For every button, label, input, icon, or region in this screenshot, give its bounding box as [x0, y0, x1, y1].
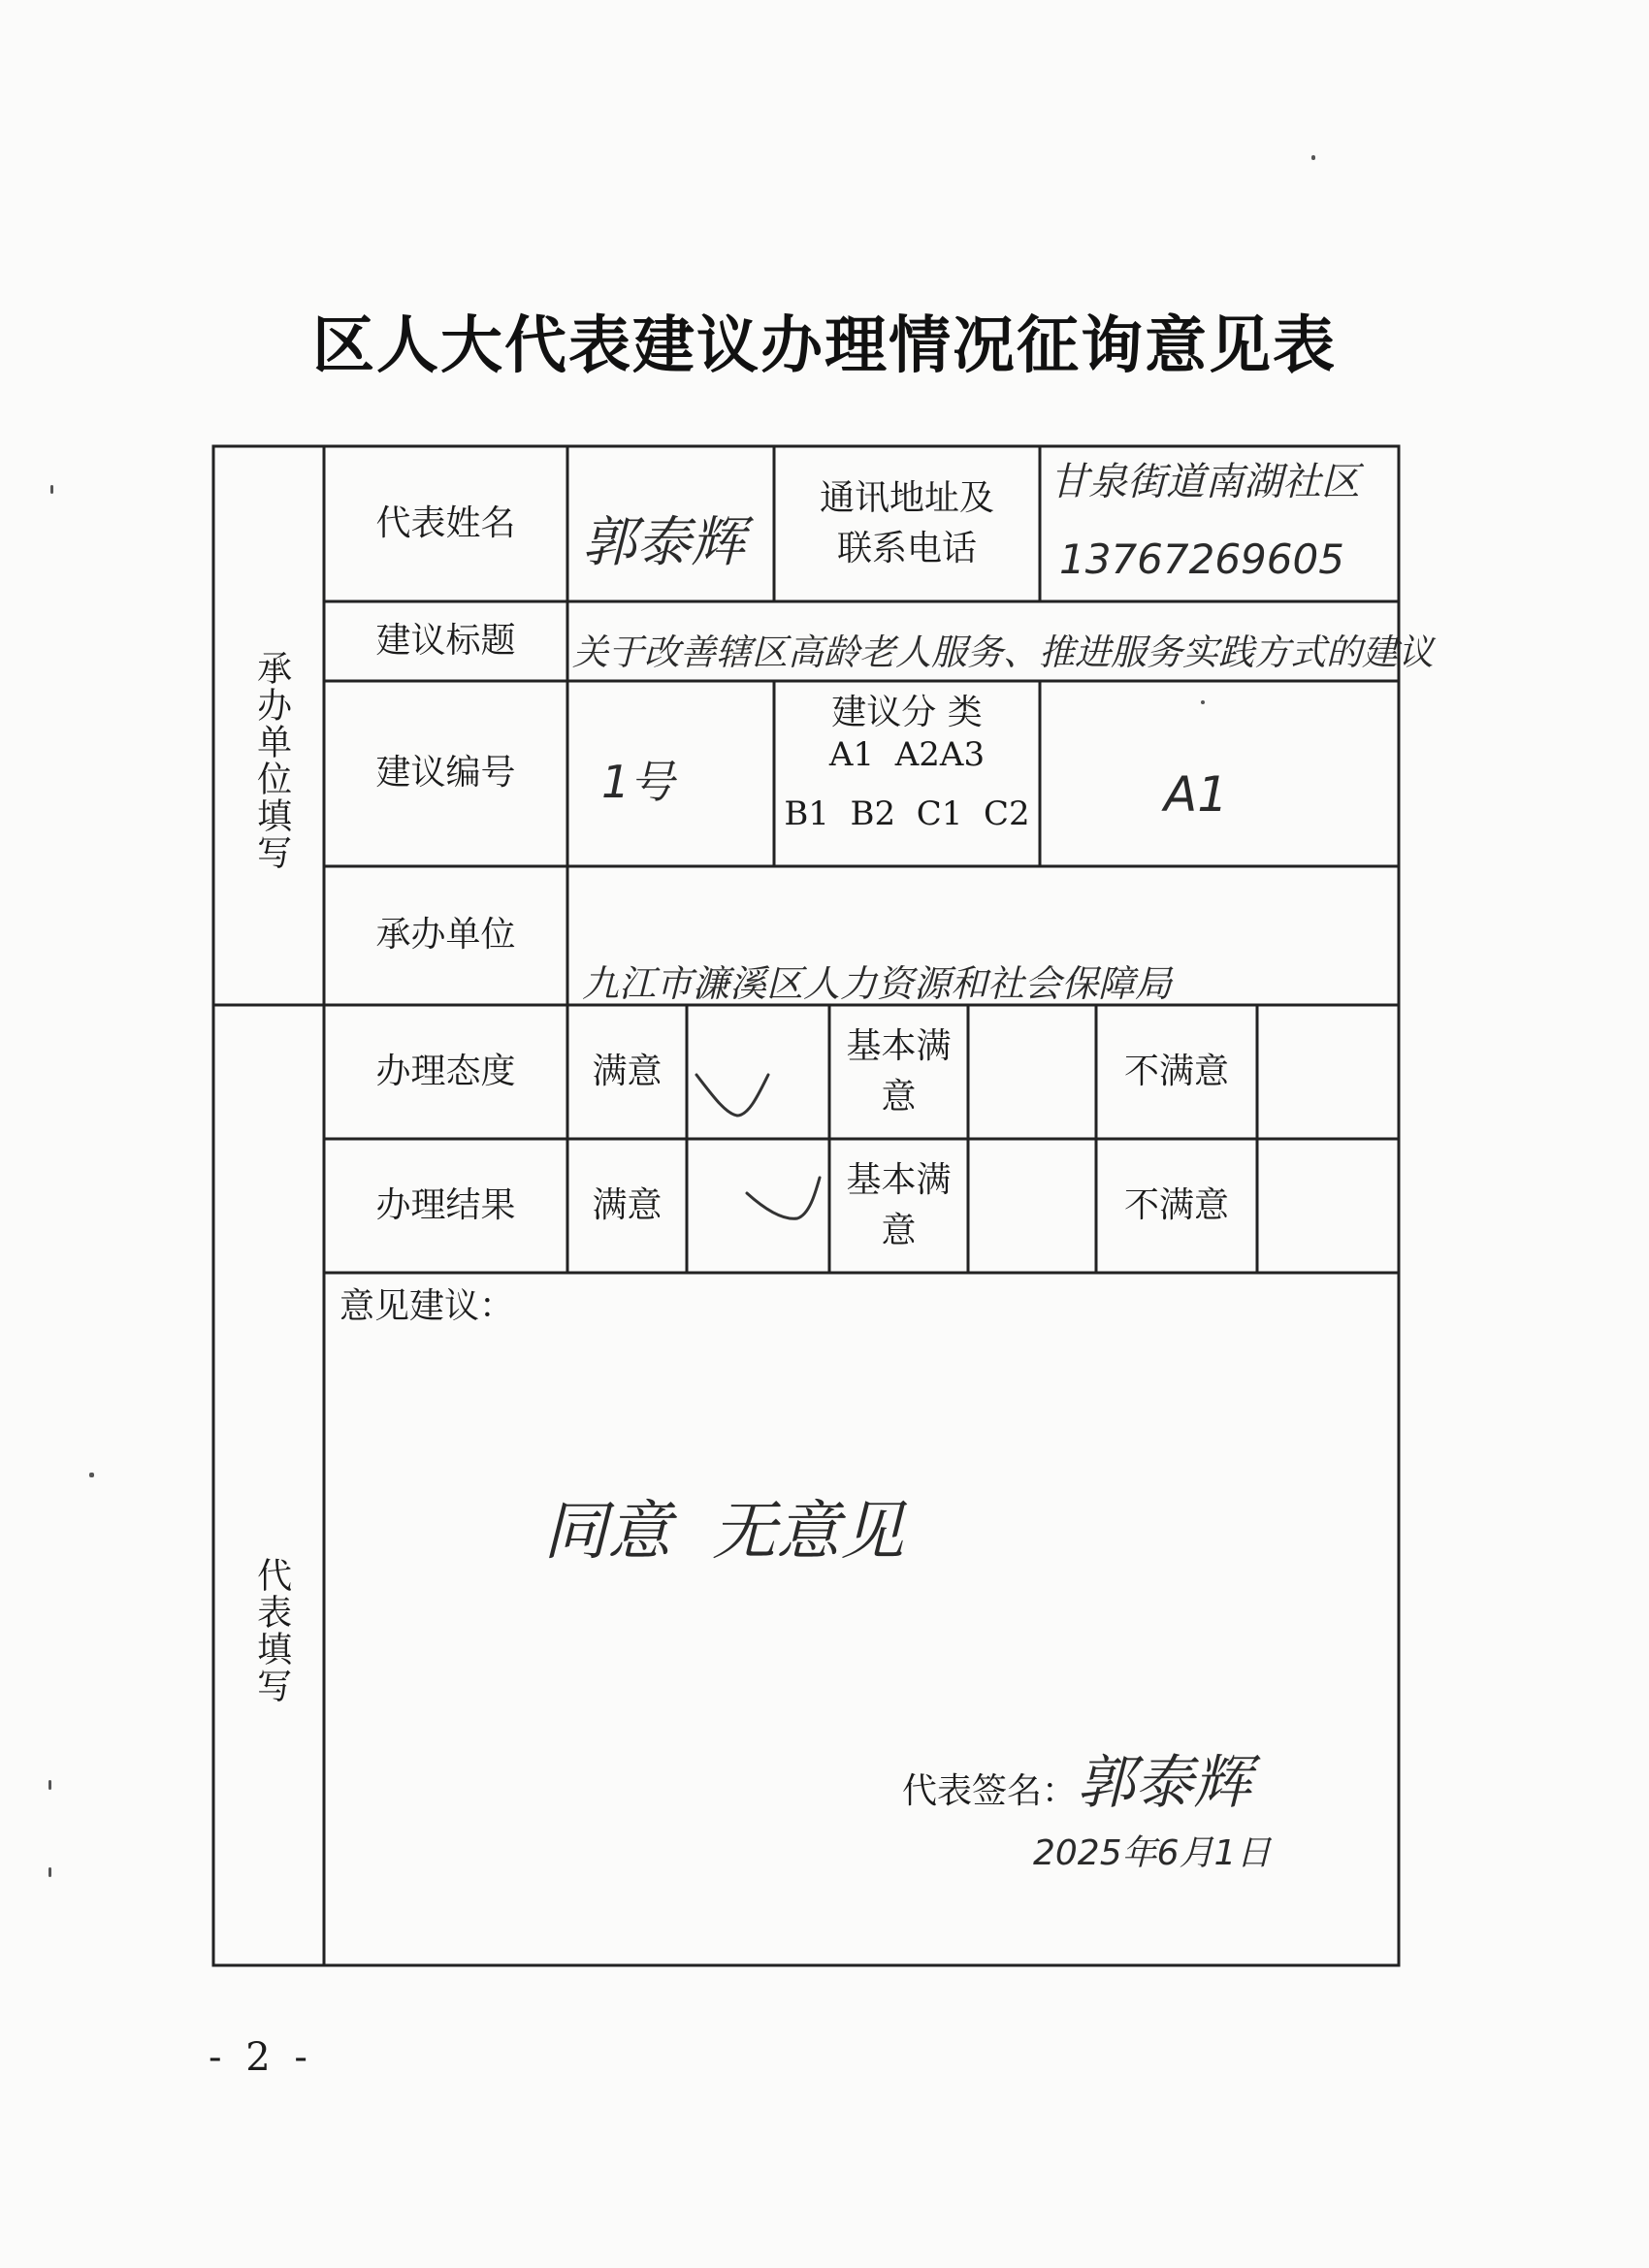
contact-label: [774, 446, 1040, 601]
category-label: [774, 691, 1040, 860]
result-basic-label: [829, 1139, 968, 1273]
contact-address: 甘泉街道南湖社区: [1050, 460, 1360, 504]
scan-speck: [89, 1473, 94, 1477]
attitude-basic-line2: 意: [881, 1077, 917, 1117]
signature-date: 2025年6月1日: [1033, 1833, 1272, 1873]
opinion-content: 同意 无意见: [543, 1494, 904, 1569]
attitude-satisfied-label: 满意: [592, 1051, 663, 1091]
page-title: 区人大代表建议办理情况征询意见表: [312, 310, 1337, 382]
attitude-unsatisfied-label: 不满意: [1123, 1051, 1229, 1091]
representative-section-text: 代表填写: [251, 1557, 292, 1704]
representative-signature: 郭泰辉: [1077, 1749, 1251, 1817]
undertaker-label: 承办单位: [375, 915, 516, 956]
scan-speck: [48, 1780, 51, 1790]
suggestion-title-label: 建议标题: [375, 620, 516, 661]
result-basic-line2: 意: [881, 1211, 917, 1250]
attitude-basic-line1: 基本满: [846, 1025, 952, 1066]
category-label-text: 建议分 类: [831, 693, 983, 732]
scan-speck: [1201, 700, 1205, 704]
category-options-line1: A1 A2A3: [828, 735, 986, 774]
contact-label-line2: 联系电话: [836, 529, 977, 568]
opinion-label: 意见建议：: [340, 1286, 515, 1326]
attitude-satisfied-check: [696, 1075, 768, 1116]
category-options-line2: B1 B2 C1 C2: [784, 794, 1030, 833]
result-basic-line1: 基本满: [846, 1159, 952, 1200]
result-satisfied-check: [747, 1178, 820, 1218]
result-unsatisfied-label: 不满意: [1123, 1184, 1229, 1225]
result-label: 办理结果: [375, 1184, 516, 1225]
suggestion-number-label: 建议编号: [375, 753, 516, 794]
category-value: A1: [1164, 766, 1229, 823]
attitude-basic-label: [829, 1005, 968, 1139]
contact-phone: 13767269605: [1059, 535, 1344, 583]
result-satisfied-label: 满意: [592, 1184, 663, 1225]
scan-speck: [1311, 155, 1315, 160]
undertaker-section-text: 承办单位填写: [251, 650, 292, 871]
page-number: - 2 -: [209, 2035, 313, 2080]
rep-name-value: 郭泰辉: [582, 511, 745, 574]
scan-speck: [48, 1867, 51, 1877]
signature-label: 代表签名：: [902, 1771, 1078, 1811]
suggestion-number-value: 1号: [601, 756, 675, 808]
scan-speck: [50, 485, 53, 494]
undertaker-value: 九江市濂溪区人力资源和社会保障局: [582, 962, 1173, 1005]
suggestion-title-value: 关于改善辖区高龄老人服务、推进服务实践方式的建议: [572, 632, 1434, 673]
representative-section-label: [247, 1557, 295, 1704]
attitude-label: 办理态度: [375, 1051, 516, 1091]
rep-name-label: 代表姓名: [375, 502, 516, 543]
contact-label-line1: 通讯地址及: [819, 477, 994, 518]
undertaker-section-label: [247, 650, 295, 871]
